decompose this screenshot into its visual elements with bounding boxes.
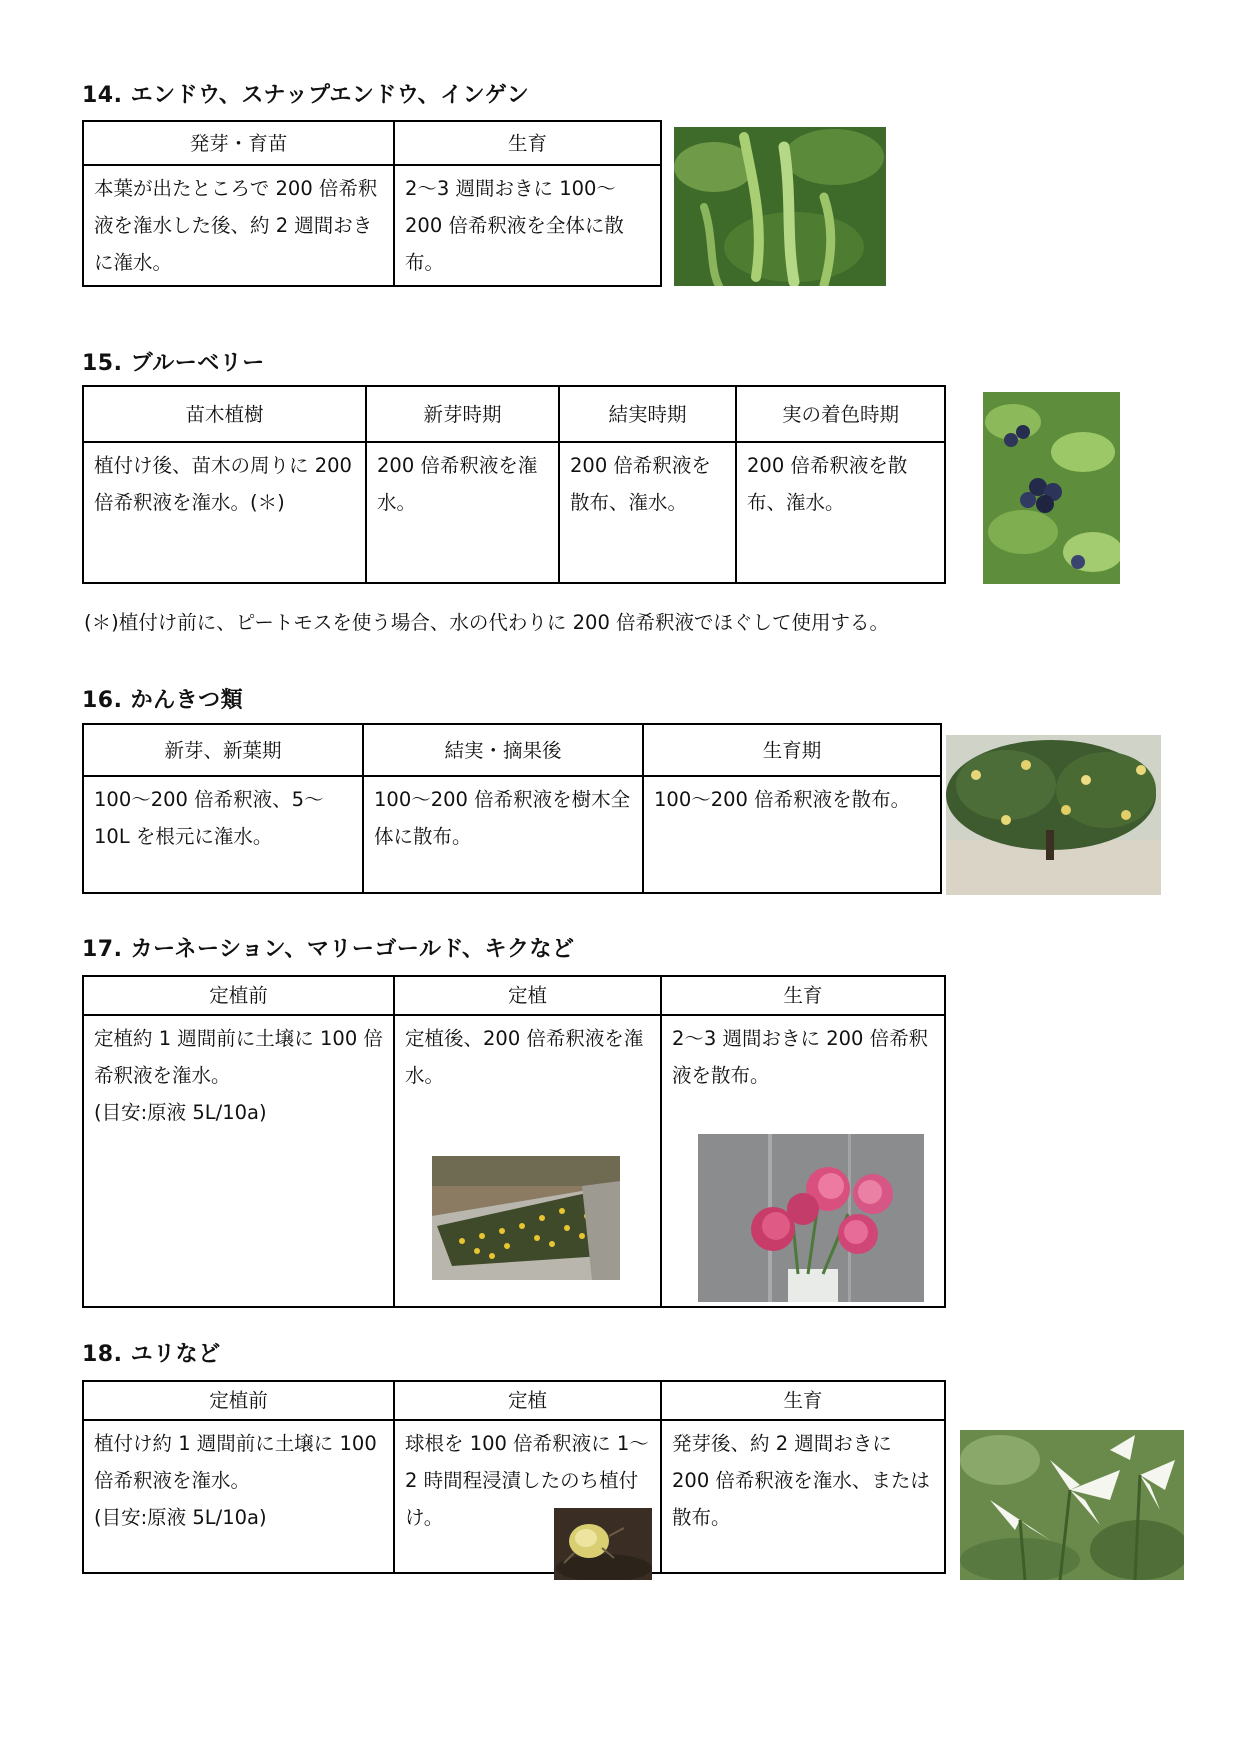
table-header: 定植前: [83, 1381, 394, 1420]
table-cell: 200 倍希釈液を散布、潅水。: [736, 442, 945, 583]
table-cell: 100～200 倍希釈液を樹木全体に散布。: [363, 776, 643, 893]
table-cell: 100～200 倍希釈液、5～10L を根元に潅水。: [83, 776, 363, 893]
section-16-title: 16. かんきつ類: [82, 688, 244, 713]
table-header: 苗木植樹: [83, 386, 366, 442]
table-header: 生育: [661, 1381, 945, 1420]
cell-note: (目安:原液 5L/10a): [94, 1101, 267, 1124]
table-cell: [83, 1420, 394, 1573]
table-header: 生育: [394, 121, 661, 165]
section-15-title: 15. ブルーベリー: [82, 351, 265, 376]
section-15-table: [82, 385, 946, 584]
table-cell: 200 倍希釈液を散布、潅水。: [559, 442, 736, 583]
table-header: 実の着色時期: [736, 386, 945, 442]
carnation-photo: [698, 1134, 924, 1302]
pea-plant-photo: [674, 127, 886, 286]
cell-text: 2～3 週間おきに 200 倍希釈液を散布。: [672, 1027, 929, 1087]
lily-bulb-photo: [554, 1508, 652, 1580]
table-header: 新芽、新葉期: [83, 724, 363, 776]
cell-text: 定植約 1 週間前に土壌に 100 倍希釈液を潅水。: [94, 1027, 383, 1087]
table-cell: 2～3 週間おきに 100～200 倍希釈液を全体に散布。: [394, 165, 661, 286]
cell-text: 発芽後、約 2 週間おきに 200 倍希釈液を潅水、または散布。: [672, 1432, 930, 1529]
table-header: 結実時期: [559, 386, 736, 442]
cell-text: 定植後、200 倍希釈液を潅水。: [405, 1027, 644, 1087]
table-cell: 本葉が出たところで 200 倍希釈液を潅水した後、約 2 週間おきに潅水。: [83, 165, 394, 286]
section-18-title: 18. ユリなど: [82, 1342, 221, 1367]
section-14-table: [82, 120, 662, 287]
footnote: (＊)植付け前に、ピートモスを使う場合、水の代わりに 200 倍希釈液でほぐして使用する。: [84, 611, 890, 634]
table-header: 定植: [394, 1381, 661, 1420]
table-header: 結実・摘果後: [363, 724, 643, 776]
table-header: 新芽時期: [366, 386, 559, 442]
table-header: 定植前: [83, 976, 394, 1015]
cell-text: 球根を 100 倍希釈液に 1～2 時間程浸漬したのち植付け。: [405, 1432, 649, 1529]
table-cell: 200 倍希釈液を潅水。: [366, 442, 559, 583]
table-cell: 植付け後、苗木の周りに 200 倍希釈液を潅水。(＊): [83, 442, 366, 583]
cell-note: (目安:原液 5L/10a): [94, 1506, 267, 1529]
table-cell: 100～200 倍希釈液を散布。: [643, 776, 941, 893]
marigold-bed-photo: [432, 1156, 620, 1280]
table-header: 生育期: [643, 724, 941, 776]
table-header: 発芽・育苗: [83, 121, 394, 165]
table-header: 生育: [661, 976, 945, 1015]
lily-flower-photo: [960, 1430, 1184, 1580]
blueberry-photo: [983, 392, 1120, 584]
section-18-table: [82, 1380, 946, 1574]
citrus-tree-photo: [946, 735, 1161, 895]
table-header: 定植: [394, 976, 661, 1015]
section-16-table: [82, 723, 942, 894]
section-14-title: 14. エンドウ、スナップエンドウ、インゲン: [82, 83, 530, 108]
table-cell: [661, 1420, 945, 1573]
cell-text: 植付け約 1 週間前に土壌に 100 倍希釈液を潅水。: [94, 1432, 377, 1492]
section-17-title: 17. カーネーション、マリーゴールド、キクなど: [82, 937, 575, 962]
table-cell: [83, 1015, 394, 1307]
